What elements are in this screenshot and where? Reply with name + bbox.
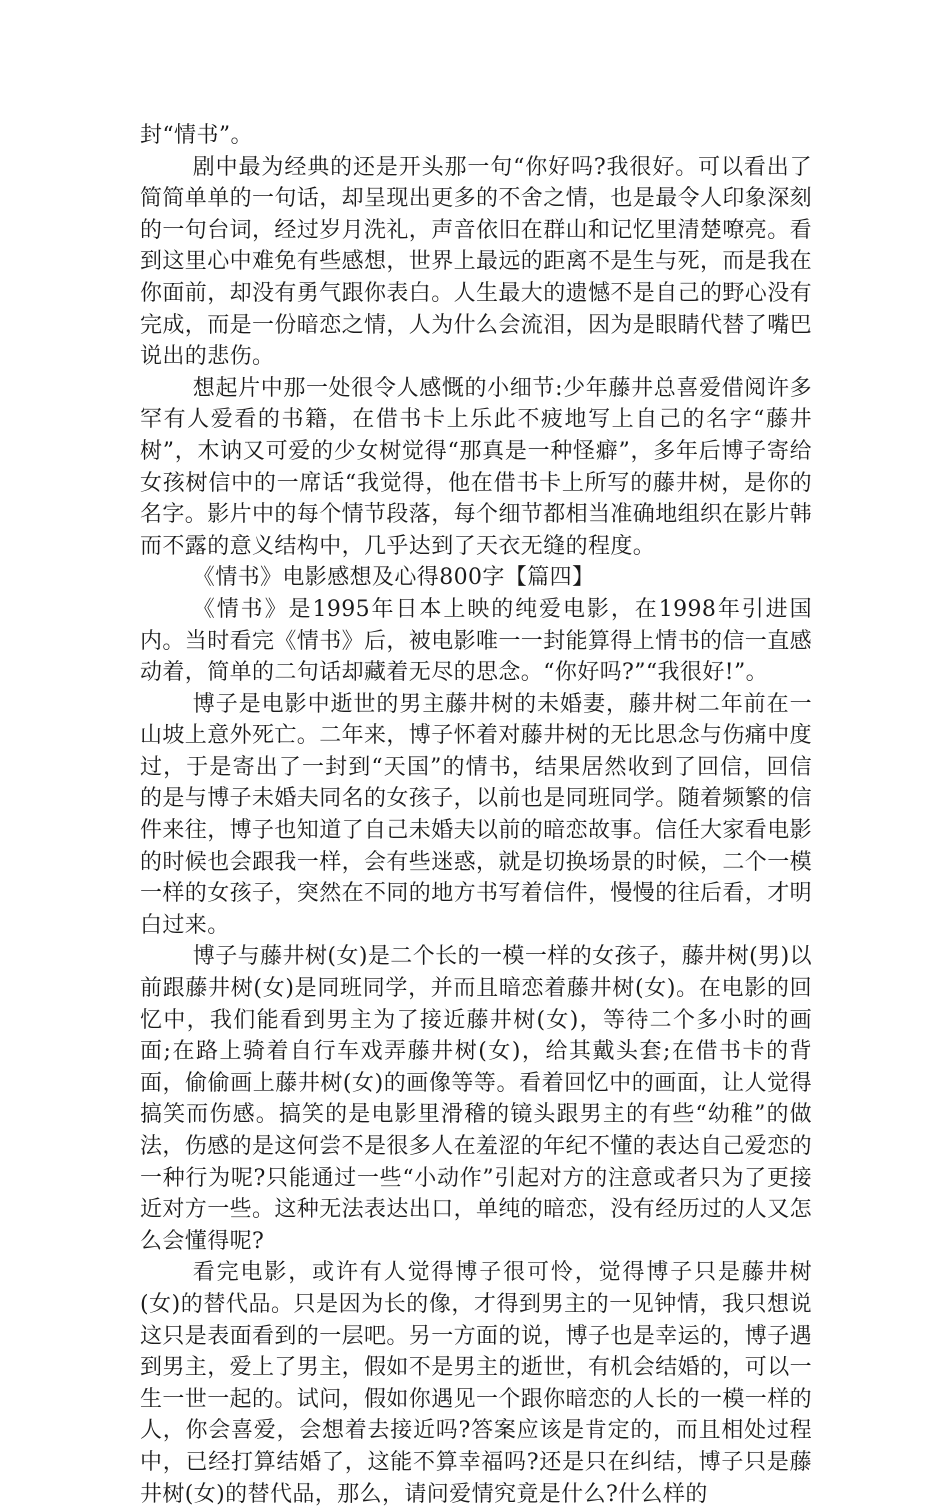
- section-heading: 《情书》电影感想及心得800字【篇四】: [192, 565, 595, 591]
- document-page: [140, 120, 812, 1510]
- paragraph-3: 想起片中那一处很令人感慨的小细节:少年藤井总喜爱借阅许多罕有人爱看的书籍，在借书卡上乐此不疲地写上自己的名字“藤井树”，木讷又可爱的少女树觉得“那真是一种怪癖”，多年后博子寄给女孩树信中的一席话“我觉得，他在借书卡上所写的藤井树，是你的名字。影片中的每个情节段落，每个细节都相当准确地组织在影片韩而不露的意义结构中，几乎达到了天衣无缝的程度。: [140, 375, 813, 559]
- paragraph-4: 《情书》是1995年日本上映的纯爱电影，在1998年引进国内。当时看完《情书》后，被电影唯一一封能算得上情书的信一直感动着，简单的二句话却藏着无尽的思念。“你好吗?”“我很好!”。: [140, 596, 813, 686]
- paragraph-2: 剧中最为经典的还是开头那一句“你好吗?我很好。可以看出了简简单单的一句话，却呈现出更多的不舍之情，也是最令人印象深刻的一句台词，经过岁月洗礼，声音依旧在群山和记忆里清楚嘹亮。看到这里心中难免有些感想，世界上最远的距离不是生与死，而是我在你面前，却没有勇气跟你表白。人生最大的遗憾不是自己的野心没有完成，而是一份暗恋之情，人为什么会流泪，因为是眼睛代替了嘴巴说出的悲伤。: [140, 154, 813, 370]
- paragraph-5: 博子是电影中逝世的男主藤井树的未婚妻，藤井树二年前在一山坡上意外死亡。二年来，博子怀着对藤井树的无比思念与伤痛中度过，于是寄出了一封到“天国”的情书，结果居然收到了回信，回信的是与博子未婚夫同名的女孩子，以前也是同班同学。随着频繁的信件来往，博子也知道了自己未婚夫以前的暗恋故事。信任大家看电影的时候也会跟我一样，会有些迷惑，就是切换场景的时候，二个一模一样的女孩子，突然在不同的地方书写着信件，慢慢的往后看，才明白过来。: [140, 691, 813, 938]
- paragraph-6: 博子与藤井树(女)是二个长的一模一样的女孩子，藤井树(男)以前跟藤井树(女)是同班同学，并而且暗恋着藤井树(女)。在电影的回忆中，我们能看到男主为了接近藤井树(女)，等待二个多小时的画面;在路上骑着自行车戏弄藤井树(女)，给其戴头套;在借书卡的背面，偷偷画上藤井树(女)的画像等等。看着回忆中的画面，让人觉得搞笑而伤感。搞笑的是电影里滑稽的镜头跟男主的有些“幼稚”的做法，伤感的是这何尝不是很多人在羞涩的年纪不懂的表达自己爱恋的一种行为呢?只能通过一些“小动作”引起对方的注意或者只为了更接近对方一些。这种无法表达出口，单纯的暗恋，没有经历过的人又怎么会懂得呢?: [140, 944, 813, 1254]
- paragraph-7: 看完电影，或许有人觉得博子很可怜，觉得博子只是藤井树(女)的替代品。只是因为长的像，才得到男主的一见钟情，我只想说这只是表面看到的一层吧。另一方面的说，博子也是幸运的，博子遇到男主，爱上了男主，假如不是男主的逝世，有机会结婚的，可以一生一世一起的。试问，假如你遇见一个跟你暗恋的人长的一模一样的人，你会喜爱，会想着去接近吗?答案应该是肯定的，而且相处过程中，已经打算结婚了，这能不算幸福吗?还是只在纠结，博子只是藤井树(女)的替代品，那么，请问爱情究竟是什么?什么样的: [140, 1260, 813, 1507]
- paragraph-1: 封“情书”。: [140, 123, 253, 148]
